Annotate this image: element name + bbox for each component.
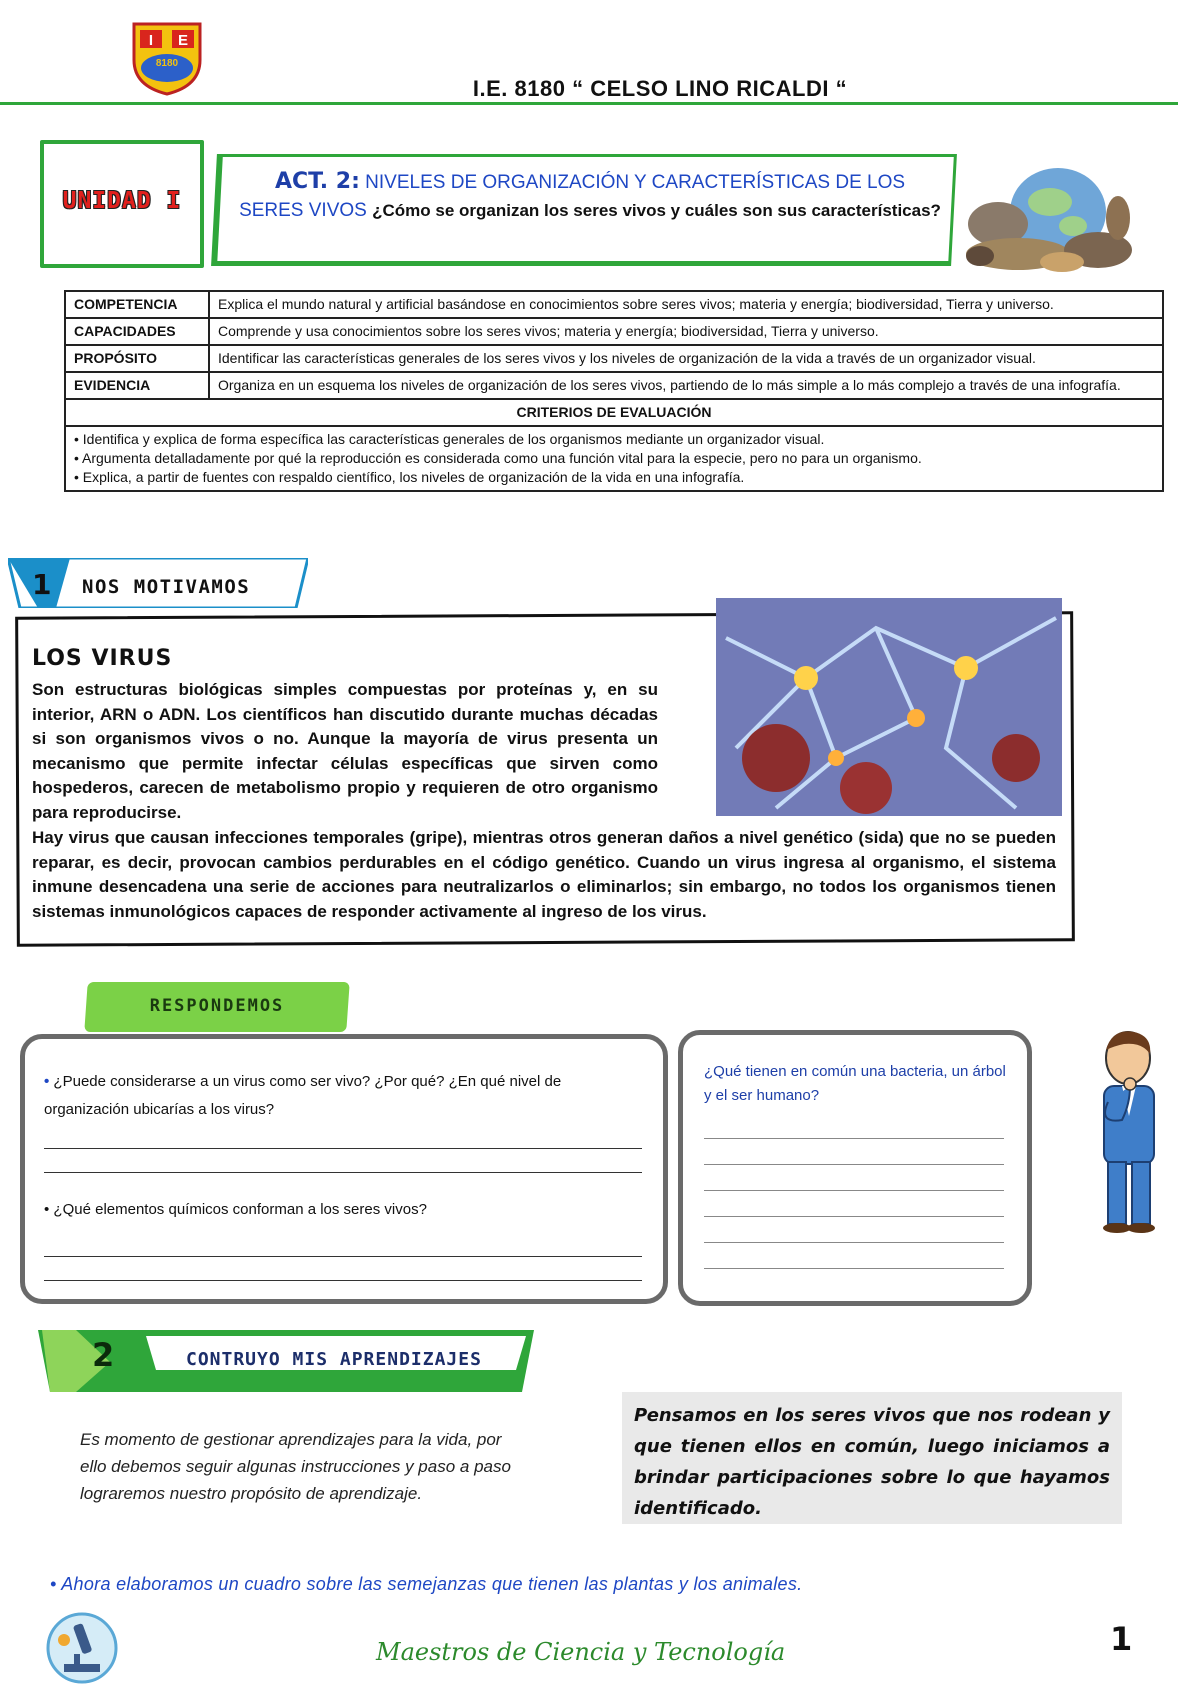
animals-globe-image (958, 162, 1134, 274)
criteria-list (65, 426, 1163, 491)
page-number: 1 (1110, 1620, 1133, 1658)
answer-line[interactable] (44, 1148, 642, 1149)
criteria-header-row (65, 399, 1163, 426)
table-row (65, 318, 1163, 345)
answer-line[interactable] (44, 1280, 642, 1281)
respondemos-label: RESPONDEMOS (149, 996, 285, 1016)
instruction-bullet: • Ahora elaboramos un cuadro sobre las semejanzas que tienen las plantas y los animales. (50, 1574, 803, 1594)
answer-line[interactable] (44, 1172, 642, 1173)
activity-title-line2: SERES VIVOS (239, 200, 373, 221)
row-value: Comprende y usa conocimientos sobre los seres vivos; materia y energía; biodiversidad, Tierra y universo. (209, 318, 1163, 345)
thinking-man-illustration (1078, 1024, 1188, 1236)
answer-line[interactable] (704, 1164, 1004, 1165)
table-row (65, 291, 1163, 318)
activity-number: ACT. 2: (274, 169, 360, 194)
row-key: COMPETENCIA (65, 291, 209, 318)
row-value: Identificar las características generales de los seres vivos y los niveles de organización de la vida a través de un organizador visual. (209, 345, 1163, 372)
answer-line[interactable] (704, 1268, 1004, 1269)
table-row (65, 345, 1163, 372)
activity-question: ¿Cómo se organizan los seres vivos y cuáles son sus características? (372, 201, 941, 220)
activity-title (230, 168, 950, 225)
question-1-text: ¿Puede considerarse a un virus como ser vivo? ¿Por qué? ¿En qué nivel de organización ubicarías a los virus? (44, 1073, 562, 1118)
header-divider (0, 102, 1178, 105)
competency-table (64, 290, 1164, 492)
section1-number: 1 (32, 568, 52, 601)
criteria-item: • Explica, a partir de fuentes con respaldo científico, los niveles de organización de la vida en una infografía. (74, 469, 745, 485)
microscope-logo (44, 1610, 120, 1686)
logo-letter-e: E (177, 32, 189, 49)
row-key: CAPACIDADES (65, 318, 209, 345)
row-value: Organiza en un esquema los niveles de organización de los seres vivos, partiendo de lo más simple a lo más complejo a través de una infografía. (209, 372, 1163, 399)
criteria-item: • Identifica y explica de forma específica las características generales de los organismos mediante un organizador visual. (74, 431, 825, 447)
section2-title: CONTRUYO MIS APRENDIZAJES (186, 1349, 482, 1370)
row-value: Explica el mundo natural y artificial basándose en conocimientos sobre seres vivos; materia y energía; biodiversidad, Tierra y universo. (209, 291, 1163, 318)
reading-title: LOS VIRUS (32, 646, 173, 671)
activity-title-line1: NIVELES DE ORGANIZACIÓN Y CARACTERÍSTICAS DE LOS (359, 172, 906, 193)
virus-neurons-image (716, 598, 1062, 816)
answer-line[interactable] (704, 1190, 1004, 1191)
answer-line[interactable] (44, 1256, 642, 1257)
answer-line[interactable] (704, 1242, 1004, 1243)
question-2: • ¿Qué elementos químicos conforman a los seres vivos? (44, 1201, 427, 1218)
unit-label: UNIDAD I (62, 188, 182, 214)
criteria-row (65, 426, 1163, 491)
logo-number: 8180 (155, 58, 179, 69)
criteria-item: • Argumenta detalladamente por qué la reproducción es considerada como una función vital para la especie, pero no para un organismo. (74, 450, 922, 466)
section2-intro: Es momento de gestionar aprendizajes para la vida, por ello debemos seguir algunas instrucciones y paso a paso lograremos nuestro propósito de aprendizaje. (80, 1430, 511, 1503)
row-key: PROPÓSITO (65, 345, 209, 372)
criteria-header: CRITERIOS DE EVALUACIÓN (65, 399, 1163, 426)
question-1 (44, 1068, 644, 1124)
question-bullet: • (44, 1073, 50, 1090)
reading-paragraph-2: Hay virus que causan infecciones temporales (gripe), mientras otros generan daños a nivel genético (sida) que no se pueden reparar, es decir, provocan cambios perdurables en el código genético. Cuando un virus ingresa al organismo, el sistema inmune desencadena una serie de acciones para neutralizarlos o eliminarlos; sin embargo, no todos los organismos tienen sistemas inmunológicos capaces de responder activamente al ingreso de los virus. (32, 828, 1056, 921)
reading-paragraph-1: Son estructuras biológicas simples compuestas por proteínas y, en su interior, ARN o ADN. Los científicos han discutido durante muchas décadas si son organismos vivos o no. Aunque la mayoría de virus presenta un mecanismo que permite infectar células específicas que sirven como hospederos, carecen de metabolismo propio y requieren de otro organismo para reproducirse. (32, 680, 658, 822)
school-logo (130, 20, 204, 96)
question-3: ¿Qué tienen en común una bacteria, un árbol y el ser humano? (704, 1063, 1006, 1104)
table-row (65, 372, 1163, 399)
footer-text: Maestros de Ciencia y Tecnología (376, 1638, 786, 1666)
answer-line[interactable] (704, 1216, 1004, 1217)
think-text: Pensamos en los seres vivos que nos rodean y que tienen ellos en común, luego iniciamos a brindar participaciones sobre lo que hayamos identificado. (634, 1405, 1110, 1519)
answer-line[interactable] (704, 1138, 1004, 1139)
school-name: I.E. 8180 “ CELSO LINO RICALDI “ (472, 76, 848, 101)
section2-number: 2 (92, 1336, 115, 1374)
logo-letter-i: I (148, 32, 154, 49)
row-key: EVIDENCIA (65, 372, 209, 399)
section1-title: NOS MOTIVAMOS (82, 576, 251, 598)
